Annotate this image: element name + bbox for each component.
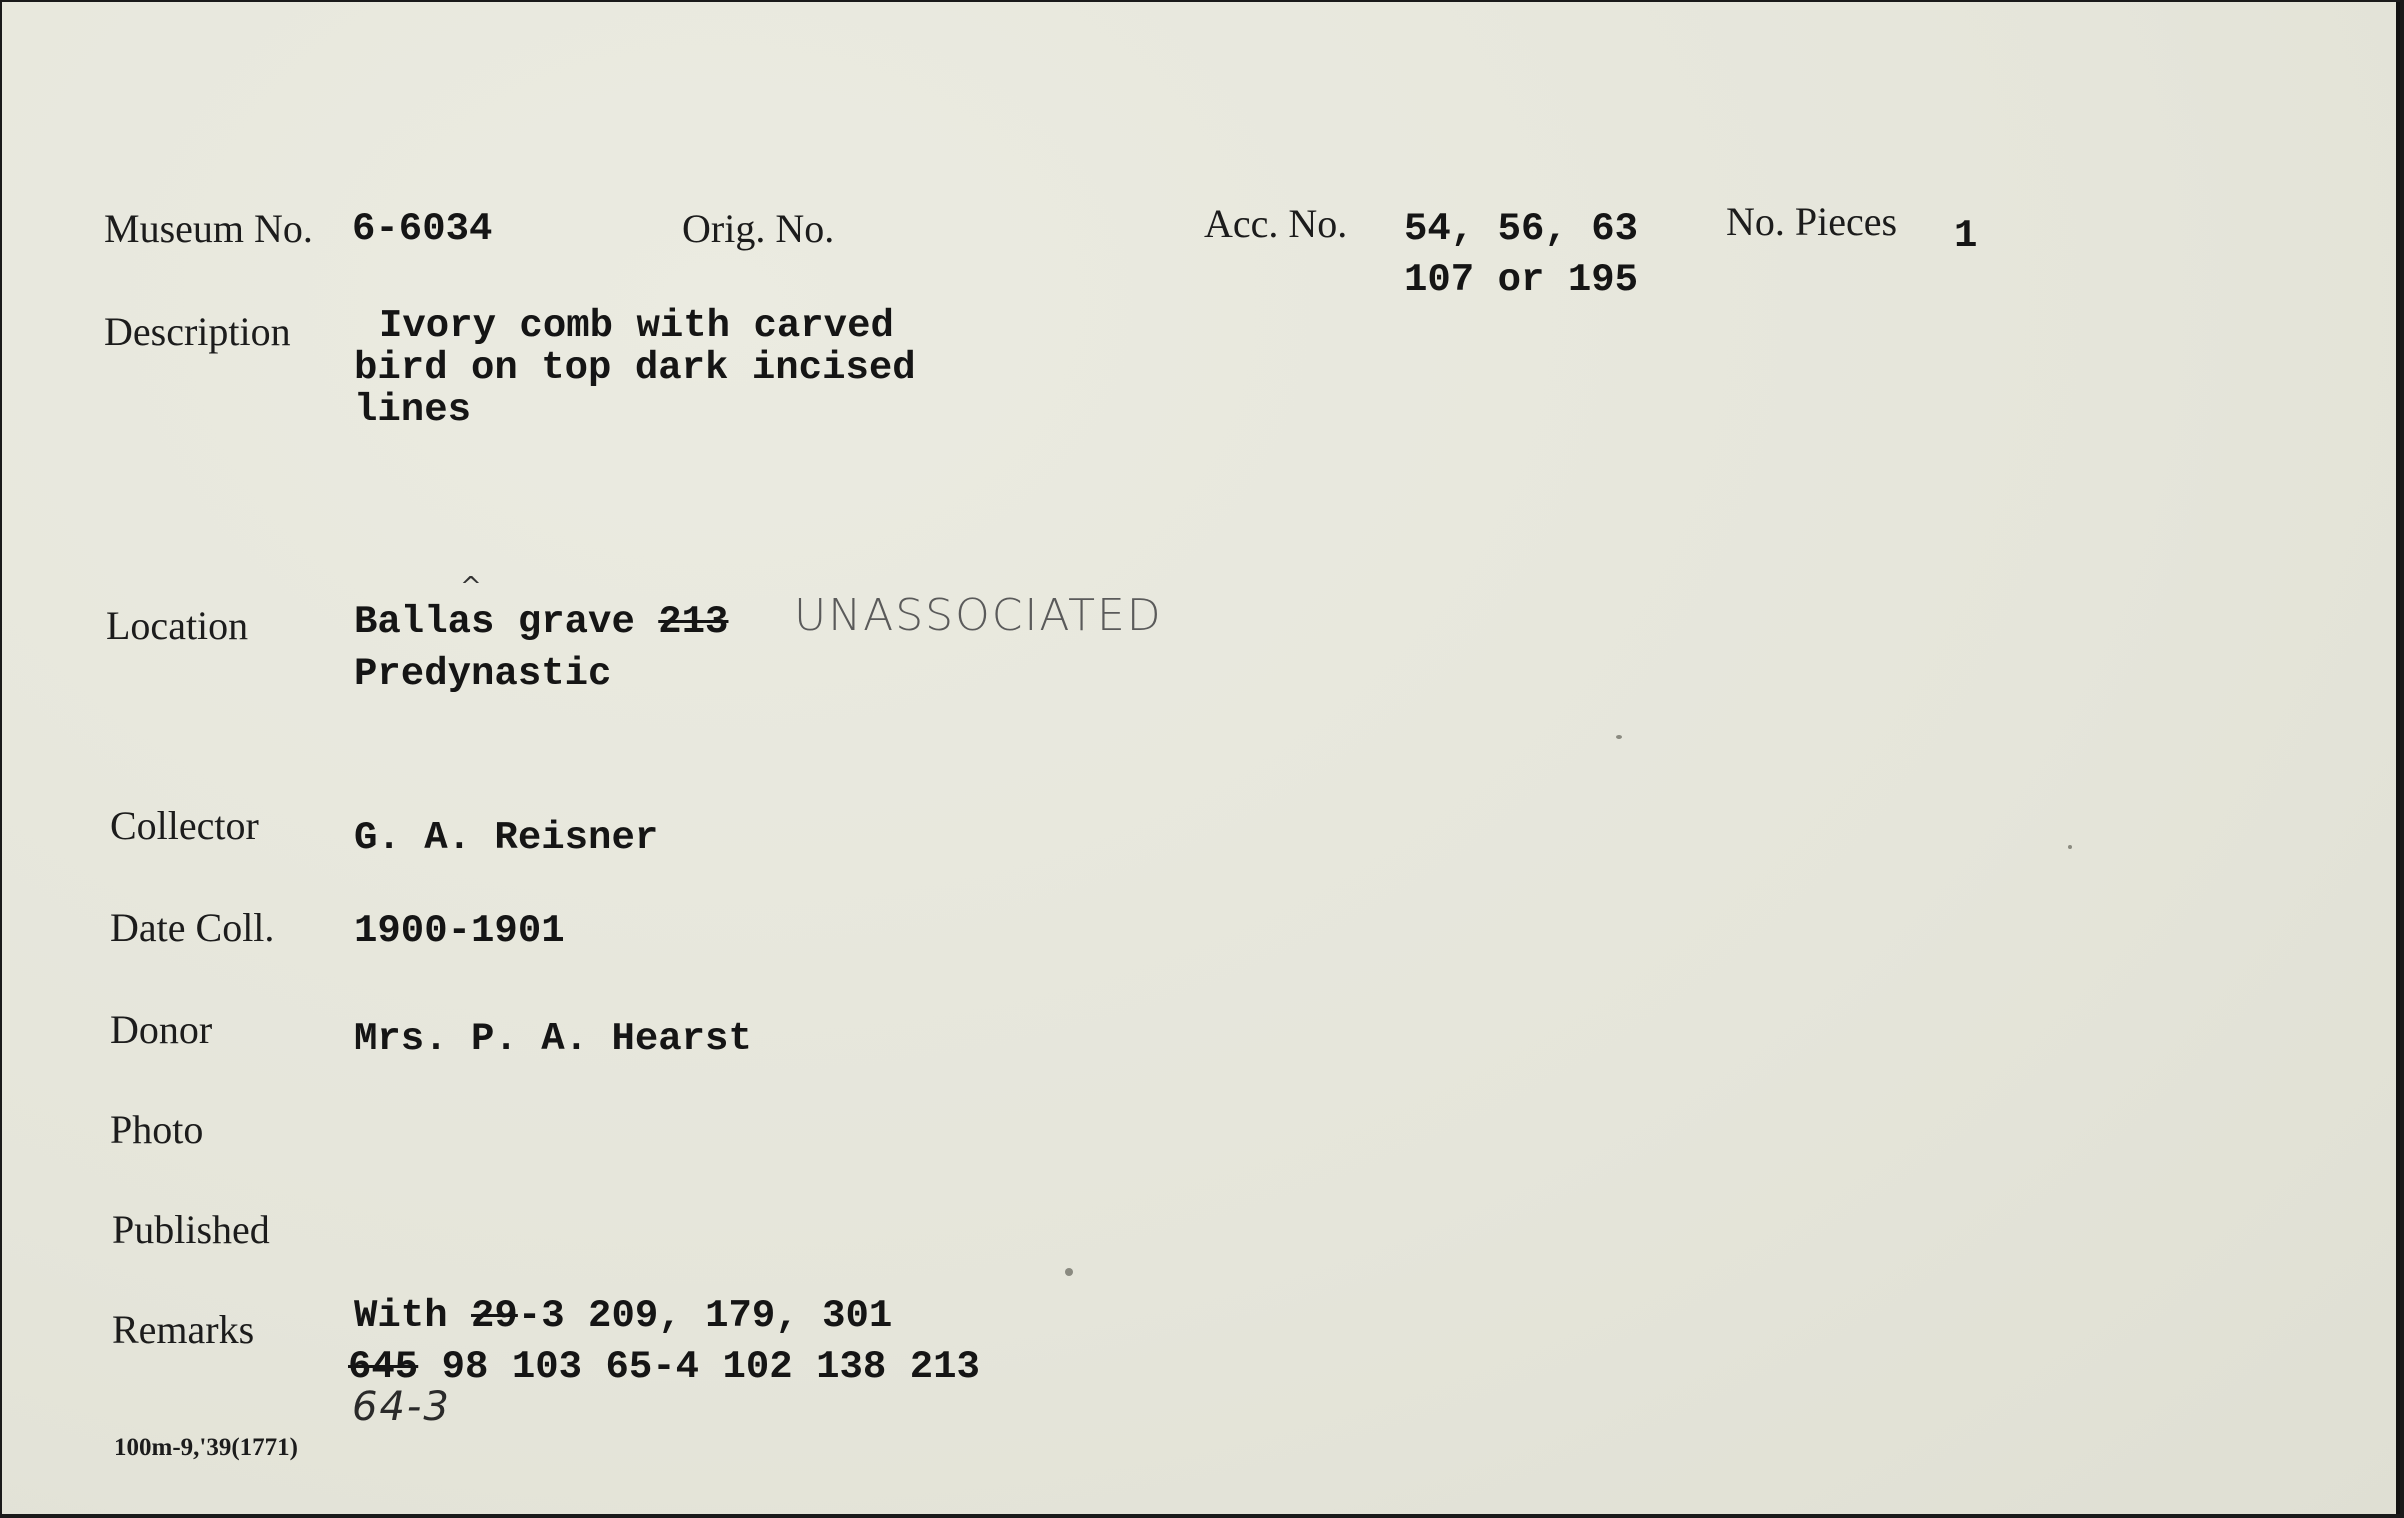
description-line-1: Ivory comb with carved xyxy=(379,304,894,348)
remarks-line-1 xyxy=(354,1294,892,1338)
museum-no-value: 6-6034 xyxy=(352,207,493,251)
acc-no-label: Acc. No. xyxy=(1204,201,1348,246)
location-label: Location xyxy=(106,603,249,648)
remarks-struck-number-1: 29 xyxy=(471,1294,518,1338)
paper-speck xyxy=(1616,735,1622,739)
photo-label: Photo xyxy=(110,1107,204,1152)
acc-no-line2: 107 or 195 xyxy=(1404,258,1639,302)
date-coll-value: 1900-1901 xyxy=(354,909,565,953)
description-line-3: lines xyxy=(354,388,472,432)
remarks-struck-number-2: 645 xyxy=(348,1345,419,1389)
remarks-numbers-1: -3 209, 179, 301 xyxy=(517,1294,893,1338)
donor-value: Mrs. P. A. Hearst xyxy=(354,1017,752,1061)
description-line-2: bird on top dark incised xyxy=(354,346,916,390)
museum-no-label: Museum No. xyxy=(104,206,313,251)
no-pieces-value: 1 xyxy=(1954,214,1978,258)
paper-speck xyxy=(2068,845,2072,849)
paper-speck xyxy=(1065,1268,1073,1276)
collector-value: G. A. Reisner xyxy=(354,816,659,860)
location-text: Ballas grave xyxy=(354,600,659,644)
location-line-1 xyxy=(354,600,728,644)
remarks-line-2 xyxy=(348,1345,980,1389)
location-handwritten-note: UNASSOCIATED xyxy=(794,590,1163,641)
description-label: Description xyxy=(104,309,291,354)
remarks-label: Remarks xyxy=(112,1307,255,1352)
location-struck-grave-number: 213 xyxy=(658,600,729,644)
orig-no-label: Orig. No. xyxy=(682,206,835,251)
remarks-prefix: With xyxy=(354,1294,472,1338)
acc-no-line1: 54, 56, 63 xyxy=(1404,207,1639,251)
catalog-card xyxy=(2,2,2400,1514)
published-label: Published xyxy=(112,1207,270,1252)
location-line-2: Predynastic xyxy=(354,652,612,696)
date-coll-label: Date Coll. xyxy=(110,905,275,950)
remarks-numbers-2: 98 103 65-4 102 138 213 xyxy=(418,1345,980,1389)
collector-label: Collector xyxy=(110,803,259,848)
no-pieces-label: No. Pieces xyxy=(1726,199,1898,244)
card-print-code: 100m-9,'39(1771) xyxy=(114,1434,298,1461)
insertion-caret-mark: ^ xyxy=(460,572,482,602)
donor-label: Donor xyxy=(110,1007,213,1052)
remarks-handwritten-number: 64-3 xyxy=(352,1384,451,1430)
